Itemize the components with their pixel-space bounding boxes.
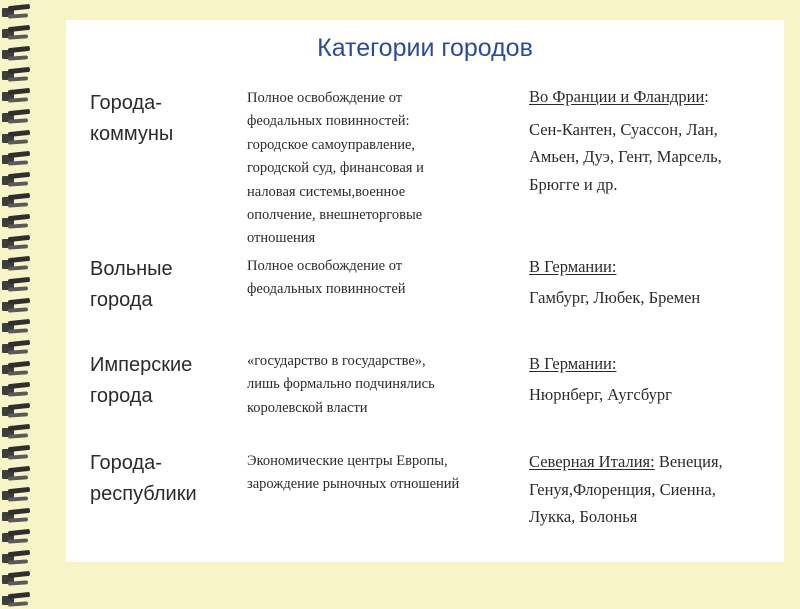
spiral-ring bbox=[2, 4, 32, 21]
region-cell bbox=[529, 350, 779, 408]
category-cell bbox=[90, 448, 240, 510]
spiral-ring bbox=[2, 592, 32, 609]
cities-line: Нюрнберг, Аугсбург bbox=[529, 384, 672, 404]
description-line: лишь формально подчинялись bbox=[247, 376, 435, 393]
description-line: зарождение рыночных отношений bbox=[247, 476, 460, 493]
slide-title: Категории городов bbox=[317, 34, 533, 62]
description-line: отношения bbox=[247, 230, 316, 247]
spiral-ring bbox=[2, 361, 32, 378]
cities-line: Гамбург, Любек, Бремен bbox=[529, 287, 701, 307]
region-heading: В Германии: bbox=[529, 354, 617, 373]
description-line: Полное освобождение от bbox=[247, 90, 403, 106]
spiral-ring bbox=[2, 382, 32, 399]
spiral-ring bbox=[2, 340, 32, 357]
category-line: Имперские bbox=[90, 354, 193, 376]
category-line: республики bbox=[90, 483, 197, 505]
spiral-ring bbox=[2, 193, 32, 210]
category-cell bbox=[90, 88, 240, 150]
description-line: ополчение, внешнеторговые bbox=[247, 207, 423, 224]
description-cell bbox=[247, 87, 507, 251]
description-cell bbox=[247, 350, 507, 420]
region-heading: Во Франции и Фландрии bbox=[529, 87, 705, 106]
spiral-ring bbox=[2, 235, 32, 252]
region-heading-line bbox=[529, 448, 779, 476]
spiral-ring bbox=[2, 571, 32, 588]
spiral-ring bbox=[2, 172, 32, 189]
description-line: городское самоуправление, bbox=[247, 136, 416, 153]
spiral-ring bbox=[2, 298, 32, 315]
cities-line: Генуя,Флоренция, Сиенна, bbox=[529, 479, 716, 499]
category-cell bbox=[90, 350, 240, 412]
description-line: «государство в государстве», bbox=[247, 353, 426, 369]
spiral-ring bbox=[2, 277, 32, 294]
category-cell bbox=[90, 254, 240, 316]
region-heading-tail: : bbox=[704, 87, 709, 106]
spiral-ring bbox=[2, 46, 32, 63]
cities-line: Сен-Кантен, Суассон, Лан, bbox=[529, 119, 718, 139]
spiral-ring bbox=[2, 529, 32, 546]
region-heading: В Германии: bbox=[529, 257, 617, 276]
spiral-ring bbox=[2, 109, 32, 126]
region-heading: Северная Италия: bbox=[529, 452, 655, 471]
description-line: наловая системы,военное bbox=[247, 183, 406, 200]
category-line: города bbox=[90, 385, 153, 407]
region-heading-line bbox=[529, 83, 779, 111]
spiral-ring bbox=[2, 403, 32, 420]
spiral-ring bbox=[2, 466, 32, 483]
spiral-ring bbox=[2, 424, 32, 441]
cities-line: Амьен, Дуэ, Гент, Марсель, bbox=[529, 147, 722, 166]
region-cell bbox=[529, 253, 779, 311]
spiral-ring bbox=[2, 214, 32, 231]
region-heading-line bbox=[529, 350, 779, 378]
region-cell bbox=[529, 448, 779, 531]
spiral-ring bbox=[2, 151, 32, 168]
spiral-ring bbox=[2, 550, 32, 567]
description-line: Полное освобождение от bbox=[247, 258, 403, 274]
notebook-spiral-binding bbox=[0, 0, 36, 600]
description-line: Экономические центры Европы, bbox=[247, 453, 448, 469]
spiral-ring bbox=[2, 508, 32, 525]
cities-line: Брюгге и др. bbox=[529, 174, 618, 194]
description-line: феодальных повинностей bbox=[247, 281, 406, 298]
region-heading-tail: Венеция, bbox=[654, 452, 723, 471]
region-heading-line bbox=[529, 253, 779, 281]
description-line: феодальных повинностей: bbox=[247, 113, 410, 130]
spiral-ring bbox=[2, 67, 32, 84]
spiral-ring bbox=[2, 256, 32, 273]
category-line: Вольные bbox=[90, 258, 173, 280]
description-cell bbox=[247, 255, 507, 302]
category-line: Города- bbox=[90, 92, 162, 114]
spiral-ring bbox=[2, 487, 32, 504]
description-line: городской суд, финансовая и bbox=[247, 160, 424, 177]
spiral-ring bbox=[2, 319, 32, 336]
description-line: королевской власти bbox=[247, 399, 368, 416]
description-cell bbox=[247, 450, 507, 497]
spiral-ring bbox=[2, 445, 32, 462]
slide-page bbox=[66, 20, 784, 562]
spiral-ring bbox=[2, 25, 32, 42]
spiral-ring bbox=[2, 130, 32, 147]
spiral-ring bbox=[2, 88, 32, 105]
region-cell bbox=[529, 83, 779, 198]
category-line: коммуны bbox=[90, 123, 174, 145]
category-line: города bbox=[90, 289, 153, 311]
cities-line: Лукка, Болонья bbox=[529, 507, 638, 526]
category-line: Города- bbox=[90, 452, 162, 474]
